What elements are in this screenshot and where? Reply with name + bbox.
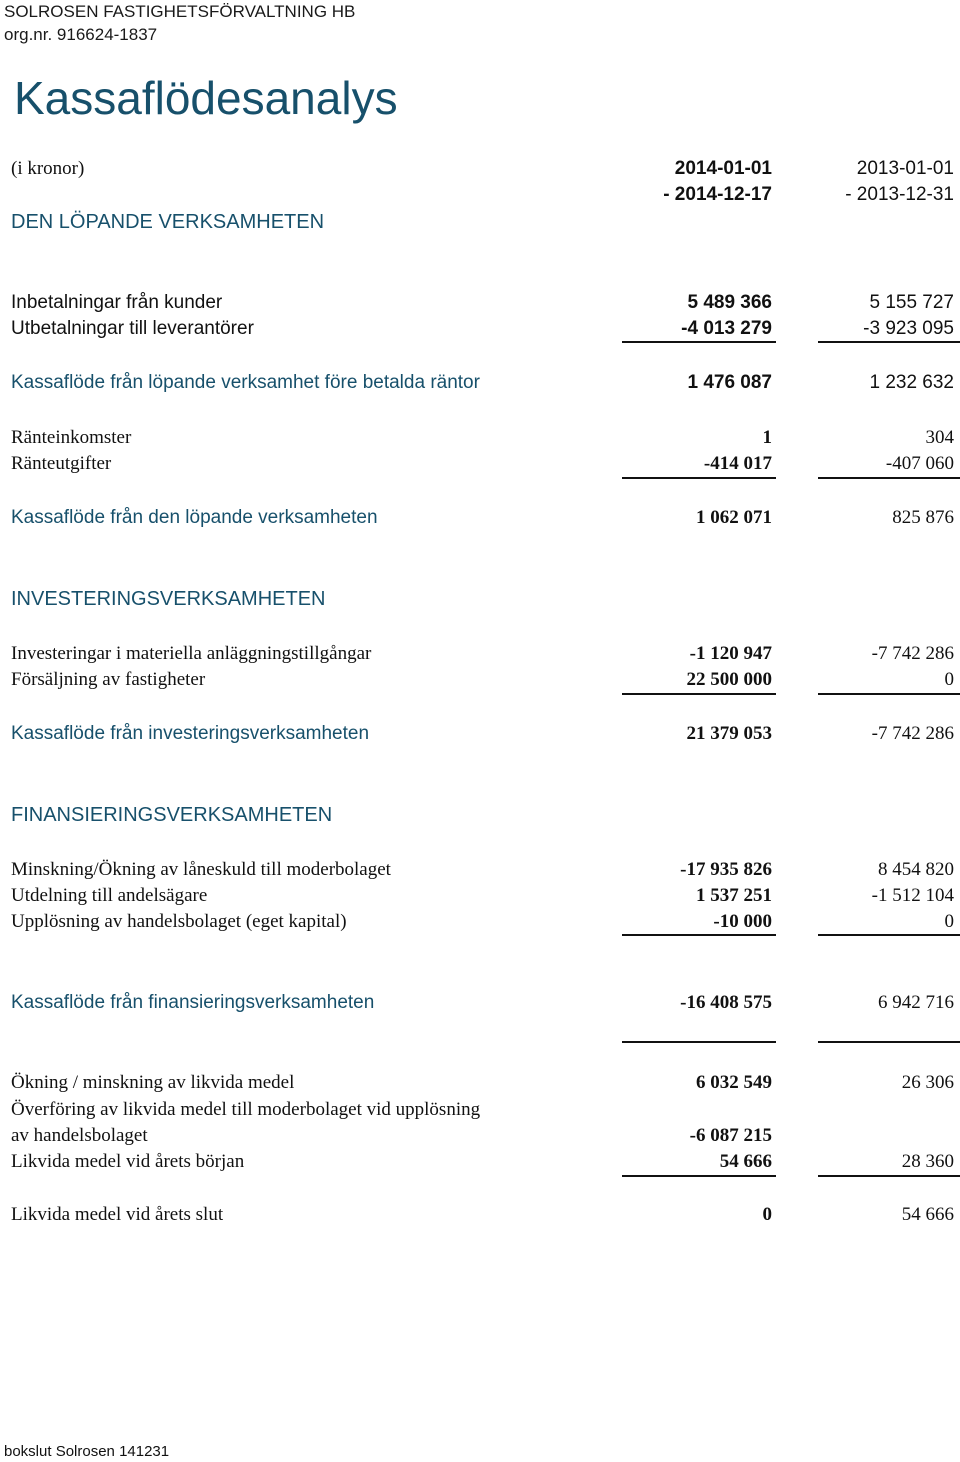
company-name: SOLROSEN FASTIGHETSFÖRVALTNING HB	[4, 2, 356, 21]
row-value-interest-expense-2013: -407 060	[885, 453, 954, 474]
row-value-dissolution-2014: -10 000	[713, 911, 772, 932]
row-label-transfer: Överföring av likvida medel till moderbolaget vid upplösning	[11, 1099, 481, 1120]
row-value-cf-before-interest-2013: 1 232 632	[869, 372, 954, 393]
row-value-investments-2014: -1 120 947	[689, 643, 772, 664]
row-value-interest-income-2014: 1	[762, 427, 772, 448]
row-value-cash-change-2014: 6 032 549	[696, 1072, 772, 1093]
row-label-cash-end: Likvida medel vid årets slut	[11, 1204, 224, 1225]
row-value-distribution-2013: -1 512 104	[871, 885, 954, 906]
row-label-investments: Investeringar i materiella anläggningstillgångar	[11, 643, 372, 664]
row-value-cf-financing-2014: -16 408 575	[680, 992, 772, 1013]
row-value-cf-investing-2014: 21 379 053	[686, 723, 772, 744]
org-number: org.nr. 916624-1837	[4, 25, 158, 44]
underline	[622, 341, 776, 343]
section-operating: DEN LÖPANDE VERKSAMHETEN	[11, 211, 325, 233]
row-value-cf-financing-2013: 6 942 716	[878, 992, 954, 1013]
row-value-loan-change-2013: 8 454 820	[878, 859, 954, 880]
unit-label: (i kronor)	[11, 158, 85, 179]
period2-start: 2013-01-01	[856, 158, 954, 179]
section-investing: INVESTERINGSVERKSAMHETEN	[11, 588, 326, 610]
footer-text: bokslut Solrosen 141231	[4, 1443, 170, 1460]
row-label-suppliers: Utbetalningar till leverantörer	[11, 318, 254, 339]
row-value-suppliers-2013: -3 923 095	[863, 318, 954, 339]
row-label-interest-income: Ränteinkomster	[11, 427, 132, 448]
row-value-customers-2013: 5 155 727	[869, 292, 954, 313]
row-value-cf-before-interest-2014: 1 476 087	[687, 372, 772, 393]
underline	[622, 693, 776, 695]
row-value-cash-end-2014: 0	[762, 1204, 772, 1225]
row-value-cf-investing-2013: -7 742 286	[871, 723, 954, 744]
row-label-cash-change: Ökning / minskning av likvida medel	[11, 1072, 295, 1093]
row-value-interest-expense-2014: -414 017	[703, 453, 772, 474]
row-label-cf-financing: Kassaflöde från finansieringsverksamheten	[11, 992, 375, 1013]
row-label-transfer-cont: av handelsbolaget	[11, 1125, 148, 1146]
row-label-interest-expense: Ränteutgifter	[11, 453, 112, 474]
underline	[818, 477, 960, 479]
row-value-transfer-2014: -6 087 215	[689, 1125, 772, 1146]
period2-end: - 2013-12-31	[845, 184, 954, 205]
row-value-loan-change-2014: -17 935 826	[680, 859, 772, 880]
underline	[622, 934, 776, 936]
row-label-cf-operating: Kassaflöde från den löpande verksamheten	[11, 507, 378, 528]
underline	[818, 1175, 960, 1177]
row-label-distribution: Utdelning till andelsägare	[11, 885, 208, 906]
row-value-cf-operating-2013: 825 876	[892, 507, 954, 528]
underline	[622, 1041, 776, 1043]
row-value-cash-start-2013: 28 360	[901, 1151, 954, 1172]
row-value-property-sale-2013: 0	[944, 669, 954, 690]
row-value-property-sale-2014: 22 500 000	[686, 669, 772, 690]
row-label-cf-before-interest: Kassaflöde från löpande verksamhet före betalda räntor	[11, 372, 480, 393]
row-value-investments-2013: -7 742 286	[871, 643, 954, 664]
row-value-cash-end-2013: 54 666	[901, 1204, 954, 1225]
period1-end: - 2014-12-17	[663, 184, 772, 205]
underline	[818, 341, 960, 343]
underline	[818, 1041, 960, 1043]
underline	[622, 1175, 776, 1177]
row-label-dissolution: Upplösning av handelsbolaget (eget kapital)	[11, 911, 347, 932]
underline	[818, 934, 960, 936]
period1-start: 2014-01-01	[674, 158, 772, 179]
row-value-dissolution-2013: 0	[944, 911, 954, 932]
underline	[622, 477, 776, 479]
row-label-cf-investing: Kassaflöde från investeringsverksamheten	[11, 723, 370, 744]
row-label-cash-start: Likvida medel vid årets början	[11, 1151, 245, 1172]
section-financing: FINANSIERINGSVERKSAMHETEN	[11, 804, 333, 826]
row-value-customers-2014: 5 489 366	[687, 292, 772, 313]
row-value-interest-income-2013: 304	[925, 427, 954, 448]
row-label-customers: Inbetalningar från kunder	[11, 292, 223, 313]
row-value-cf-operating-2014: 1 062 071	[696, 507, 772, 528]
row-value-cash-start-2014: 54 666	[719, 1151, 772, 1172]
row-label-property-sale: Försäljning av fastigheter	[11, 669, 206, 690]
page-title: Kassaflödesanalys	[14, 72, 398, 124]
row-value-cash-change-2013: 26 306	[901, 1072, 954, 1093]
row-value-distribution-2014: 1 537 251	[696, 885, 772, 906]
row-label-loan-change: Minskning/Ökning av låneskuld till moderbolaget	[11, 859, 391, 880]
row-value-suppliers-2014: -4 013 279	[681, 318, 772, 339]
underline	[818, 693, 960, 695]
